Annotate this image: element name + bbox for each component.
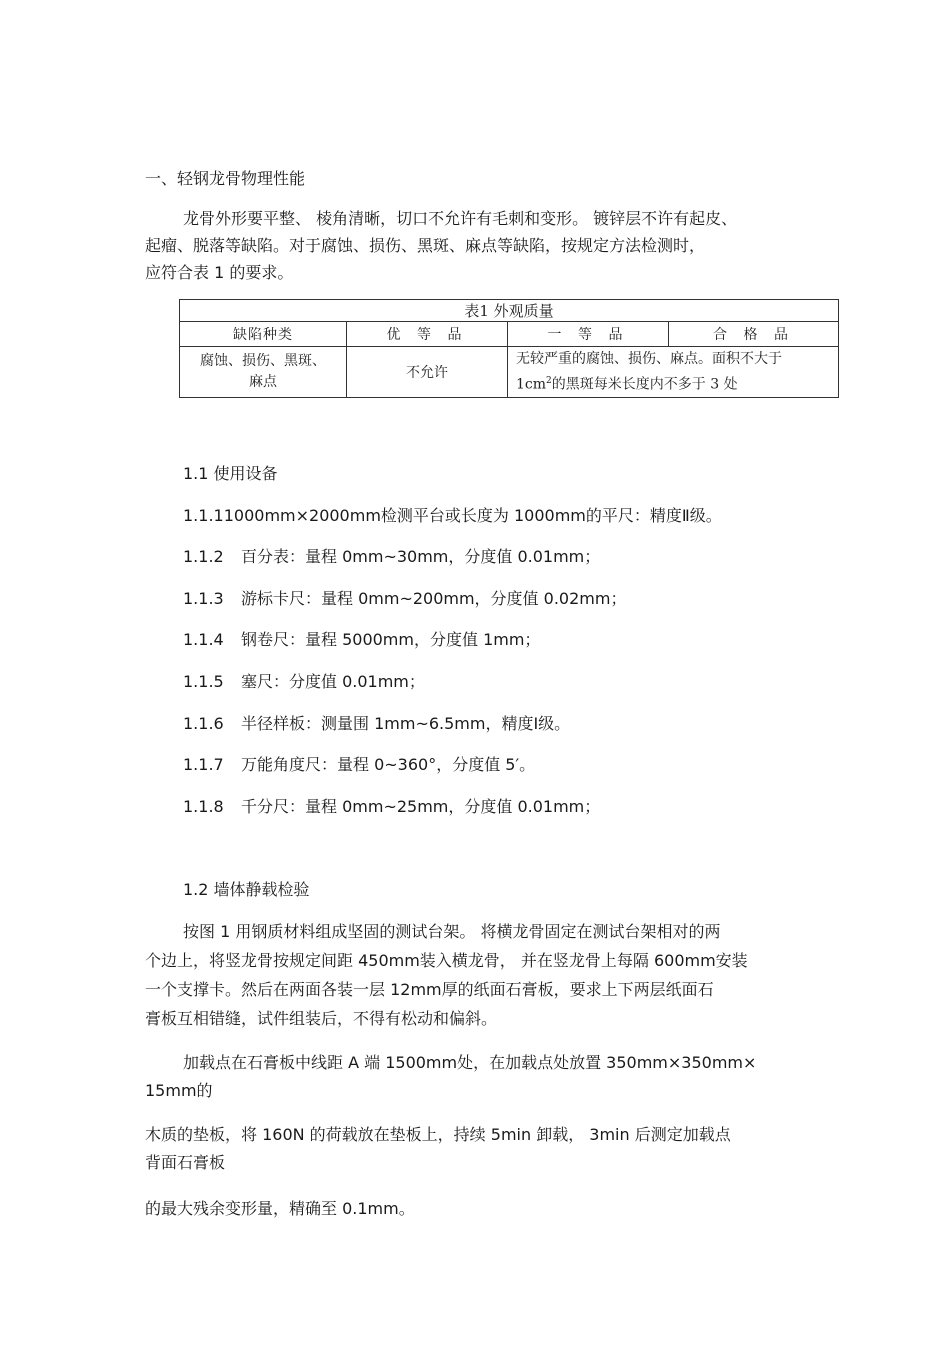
equipment-num: 1.1.8 [183, 797, 224, 816]
quality-table [179, 299, 839, 398]
equipment-text: 千分尺：量程 0mm~25mm，分度值 0.01mm； [241, 797, 601, 816]
para1-line-2: 个边上，将竖龙骨按规定间距 450mm装入横龙骨， 并在竖龙骨上每隔 600mm安装 [145, 951, 748, 970]
para3-line-1: 木质的垫板，将 160N 的荷载放在垫板上，持续 5min 卸载， 3min 后测定加载点 [145, 1125, 731, 1144]
equipment-item [183, 794, 600, 817]
para1-line-1: 按图 1 用钢质材料组成坚固的测试台架。 将横龙骨固定在测试台架相对的两 [183, 922, 721, 941]
desc-line-2-rest: 的黑斑每米长度内不多于 3 处 [551, 376, 738, 393]
section-title: 一、轻钢龙骨物理性能 [145, 169, 306, 188]
equipment-item [183, 503, 722, 526]
equipment-item [183, 669, 425, 692]
cell-description [508, 347, 839, 398]
equipment-num: 1.1.4 [183, 630, 224, 649]
intro-line-3: 应符合表 1 的要求。 [145, 263, 294, 282]
equipment-num: 1.1.2 [183, 547, 224, 566]
header-defect-type: 缺陷种类 [180, 322, 347, 347]
intro-line-2: 起瘤、脱落等缺陷。对于腐蚀、损伤、黑斑、麻点等缺陷，按规定方法检测时， [145, 236, 706, 255]
desc-unit: 1cm [516, 376, 547, 393]
equipment-num: 1.1.3 [183, 589, 224, 608]
defect-type-line-2: 麻点 [249, 374, 277, 390]
para1-line-3: 一个支撑卡。然后在两面各装一层 12mm厚的纸面石膏板，要求上下两层纸面石 [145, 980, 714, 999]
header-premium: 优 等 品 [347, 322, 508, 347]
defect-type-line-1: 腐蚀、损伤、黑斑、 [200, 353, 326, 369]
subsection-1-2-title: 1.2 墙体静载检验 [183, 880, 310, 899]
equipment-item [183, 711, 570, 734]
desc-line-2 [516, 370, 838, 396]
para3-line-2: 背面石膏板 [145, 1153, 226, 1172]
equipment-item [183, 752, 535, 775]
para2-line-1: 加载点在石膏板中线距 A 端 1500mm处，在加载点处放置 350mm×350mm× [183, 1053, 757, 1072]
equipment-text: 半径样板：测量围 1mm~6.5mm，精度Ⅰ级。 [241, 714, 571, 733]
para1-line-4: 膏板互相错缝，试件组装后，不得有松动和偏斜。 [145, 1009, 498, 1028]
equipment-item [183, 627, 540, 650]
desc-sup: 2 [546, 376, 552, 387]
equipment-num: 1.1.7 [183, 755, 224, 774]
equipment-item [183, 586, 626, 609]
header-first-class: 一 等 品 [508, 322, 669, 347]
equipment-text: 1000mm×2000mm检测平台或长度为 1000mm的平尺：精度Ⅱ级。 [223, 506, 722, 525]
equipment-num: 1.1.1 [183, 506, 224, 525]
equipment-num: 1.1.5 [183, 672, 224, 691]
equipment-text: 游标卡尺：量程 0mm~200mm，分度值 0.02mm； [241, 589, 627, 608]
cell-premium: 不允许 [347, 347, 508, 398]
equipment-num: 1.1.6 [183, 714, 224, 733]
equipment-text: 钢卷尺：量程 5000mm，分度值 1mm； [241, 630, 541, 649]
cell-defect-type [180, 347, 347, 398]
intro-line-1: 龙骨外形要平整、 棱角清晰，切口不允许有毛刺和变形。 镀锌层不许有起皮、 [183, 209, 738, 228]
equipment-text: 百分表：量程 0mm~30mm，分度值 0.01mm； [241, 547, 601, 566]
equipment-text: 万能角度尺：量程 0~360°，分度值 5′。 [241, 755, 536, 774]
equipment-item [183, 544, 600, 567]
para2-line-2: 15mm的 [145, 1081, 213, 1100]
equipment-text: 塞尺：分度值 0.01mm； [241, 672, 425, 691]
header-qualified: 合 格 品 [669, 322, 839, 347]
para4: 的最大残余变形量，精确至 0.1mm。 [145, 1199, 415, 1218]
table-caption: 表1 外观质量 [180, 300, 839, 322]
desc-line-1: 无较严重的腐蚀、损伤、麻点。面积不大于 [516, 351, 782, 368]
subsection-1-1-title: 1.1 使用设备 [183, 464, 278, 483]
